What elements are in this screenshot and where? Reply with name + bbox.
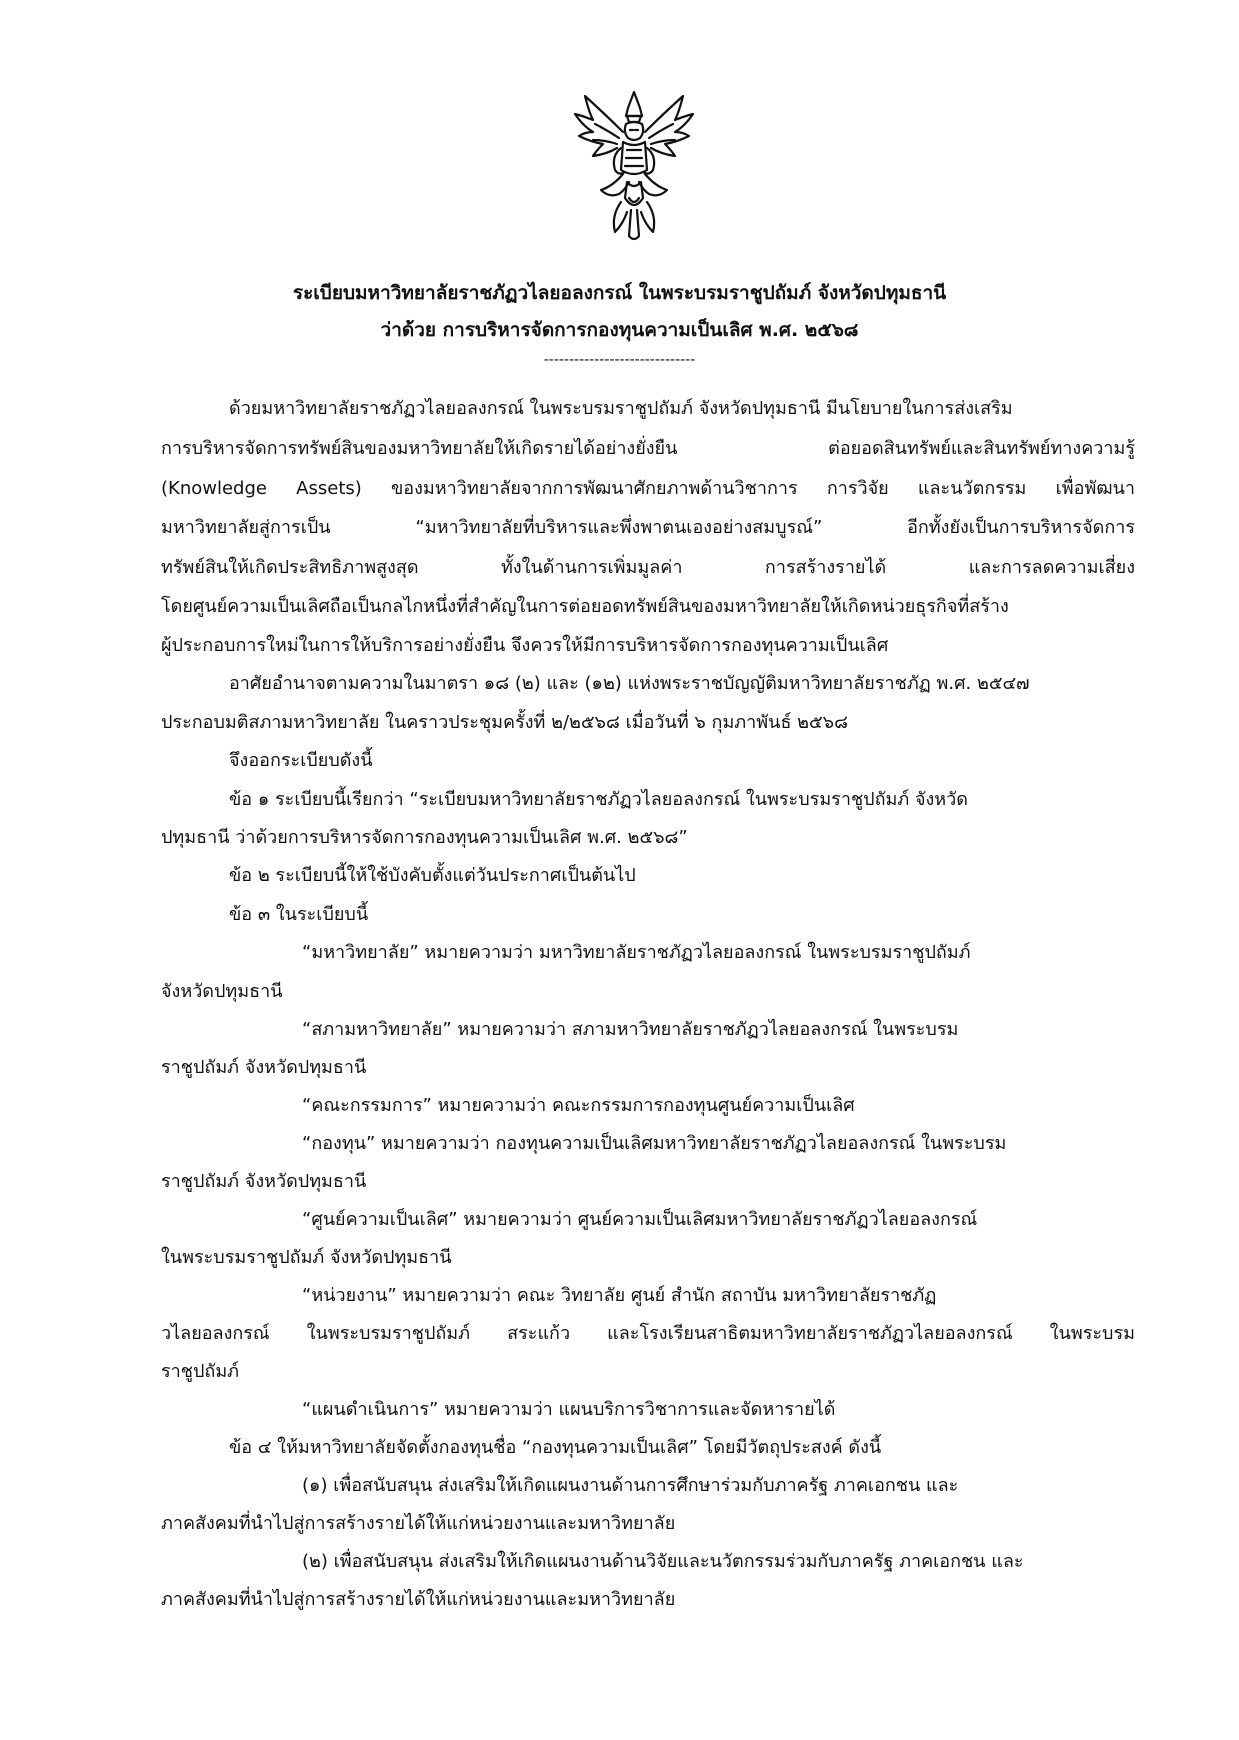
definition-line: “หน่วยงาน” หมายความว่า คณะ วิทยาลัย ศูนย์ สำนัก สถาบัน มหาวิทยาลัยราชภัฏ	[302, 1285, 937, 1306]
objective-line: (๑) เพื่อสนับสนุน ส่งเสริมให้เกิดแผนงานด้านการศึกษาร่วมกับภาครัฐ ภาคเอกชน และ	[302, 1475, 959, 1496]
regulation-subtitle: ว่าด้วย การบริหารจัดการกองทุนความเป็นเลิศ พ.ศ. ๒๕๖๘	[380, 319, 859, 341]
definition-line: “สภามหาวิทยาลัย” หมายความว่า สภามหาวิทยาลัยราชภัฏวไลยอลงกรณ์ ในพระบรม	[302, 1019, 959, 1040]
definition-line: ราชูปถัมภ์	[161, 1361, 240, 1382]
objective-line: ภาคสังคมที่นำไปสู่การสร้างรายได้ให้แก่หน่วยงานและมหาวิทยาลัย	[161, 1513, 676, 1534]
garuda-emblem-icon	[571, 86, 697, 246]
objective-line: ภาคสังคมที่นำไปสู่การสร้างรายได้ให้แก่หน่วยงานและมหาวิทยาลัย	[161, 1589, 676, 1610]
definition-line: “ศูนย์ความเป็นเลิศ” หมายความว่า ศูนย์ความเป็นเลิศมหาวิทยาลัยราชภัฏวไลยอลงกรณ์	[302, 1209, 978, 1230]
definition-line: ในพระบรมราชูปถัมภ์ จังหวัดปทุมธานี	[161, 1247, 452, 1268]
preamble-line: (Knowledge Assets) ของมหาวิทยาลัยจากการพัฒนาศักยภาพด้านวิชาการ การวิจัย และนวัตกรรม เพื่อพัฒนา	[161, 478, 1135, 499]
clause-2-line: ข้อ ๒ ระเบียบนี้ให้ใช้บังคับตั้งแต่วันประกาศเป็นต้นไป	[229, 865, 636, 886]
definition-line: “แผนดำเนินการ” หมายความว่า แผนบริการวิชาการและจัดหารายได้	[302, 1399, 836, 1420]
definition-line: “มหาวิทยาลัย” หมายความว่า มหาวิทยาลัยราชภัฏวไลยอลงกรณ์ ในพระบรมราชูปถัมภ์	[302, 942, 971, 963]
issuance-line: จึงออกระเบียบดังนี้	[229, 750, 373, 771]
definition-line: “กองทุน” หมายความว่า กองทุนความเป็นเลิศมหาวิทยาลัยราชภัฏวไลยอลงกรณ์ ในพระบรม	[302, 1133, 1007, 1154]
objective-line: (๒) เพื่อสนับสนุน ส่งเสริมให้เกิดแผนงานด้านวิจัยและนวัตกรรมร่วมกับภาครัฐ ภาคเอกชน และ	[302, 1551, 1024, 1572]
regulation-title: ระเบียบมหาวิทยาลัยราชภัฏวไลยอลงกรณ์ ในพระบรมราชูปถัมภ์ จังหวัดปทุมธานี	[292, 282, 947, 304]
preamble-line: ด้วยมหาวิทยาลัยราชภัฏวไลยอลงกรณ์ ในพระบรมราชูปถัมภ์ จังหวัดปทุมธานี มีนโยบายในการส่งเสริม	[229, 398, 1013, 419]
preamble-line: มหาวิทยาลัยสู่การเป็น “มหาวิทยาลัยที่บริหารและพึ่งพาตนเองอย่างสมบูรณ์” อีกทั้งยังเป็นการบริหารจัดการ	[161, 517, 1135, 538]
preamble-line: ผู้ประกอบการใหม่ในการให้บริการอย่างยั่งยืน จึงควรให้มีการบริหารจัดการกองทุนความเป็นเลิศ	[161, 635, 889, 656]
clause-4-line: ข้อ ๔ ให้มหาวิทยาลัยจัดตั้งกองทุนชื่อ “กองทุนความเป็นเลิศ” โดยมีวัตถุประสงค์ ดังนี้	[229, 1437, 882, 1458]
definition-line: จังหวัดปทุมธานี	[161, 981, 283, 1002]
clause-1-line: ปทุมธานี ว่าด้วยการบริหารจัดการกองทุนความเป็นเลิศ พ.ศ. ๒๕๖๘”	[161, 827, 688, 848]
preamble-line: การบริหารจัดการทรัพย์สินของมหาวิทยาลัยให้เกิดรายได้อย่างยั่งยืน ต่อยอดสินทรัพย์และสินทรัพย์ทางความรู้	[161, 438, 1135, 459]
preamble-line: โดยศูนย์ความเป็นเลิศถือเป็นกลไกหนึ่งที่สำคัญในการต่อยอดทรัพย์สินของมหาวิทยาลัยให้เกิดหน่วยธุรกิจที่สร้าง	[161, 596, 1009, 617]
definition-line: ราชูปถัมภ์ จังหวัดปทุมธานี	[161, 1057, 367, 1078]
title-separator: ------------------------------	[543, 352, 696, 368]
authority-line: อาศัยอำนาจตามความในมาตรา ๑๘ (๒) และ (๑๒) แห่งพระราชบัญญัติมหาวิทยาลัยราชภัฏ พ.ศ. ๒๕๔๗	[229, 673, 1030, 694]
definition-line: “คณะกรรมการ” หมายความว่า คณะกรรมการกองทุนศูนย์ความเป็นเลิศ	[302, 1095, 855, 1116]
clause-1-line: ข้อ ๑ ระเบียบนี้เรียกว่า “ระเบียบมหาวิทยาลัยราชภัฏวไลยอลงกรณ์ ในพระบรมราชูปถัมภ์ จังหวัด	[229, 789, 968, 810]
definition-line: ราชูปถัมภ์ จังหวัดปทุมธานี	[161, 1171, 367, 1192]
authority-line: ประกอบมติสภามหาวิทยาลัย ในคราวประชุมครั้งที่ ๒/๒๕๖๘ เมื่อวันที่ ๖ กุมภาพันธ์ ๒๕๖๘	[161, 712, 848, 733]
clause-3-line: ข้อ ๓ ในระเบียบนี้	[229, 904, 369, 925]
definition-line: วไลยอลงกรณ์ ในพระบรมราชูปถัมภ์ สระแก้ว และโรงเรียนสาธิตมหาวิทยาลัยราชภัฏวไลยอลงกรณ์ ในพระบรม	[161, 1323, 1135, 1344]
preamble-line: ทรัพย์สินให้เกิดประสิทธิภาพสูงสุด ทั้งในด้านการเพิ่มมูลค่า การสร้างรายได้ และการลดความเสี่ยง	[161, 557, 1135, 578]
